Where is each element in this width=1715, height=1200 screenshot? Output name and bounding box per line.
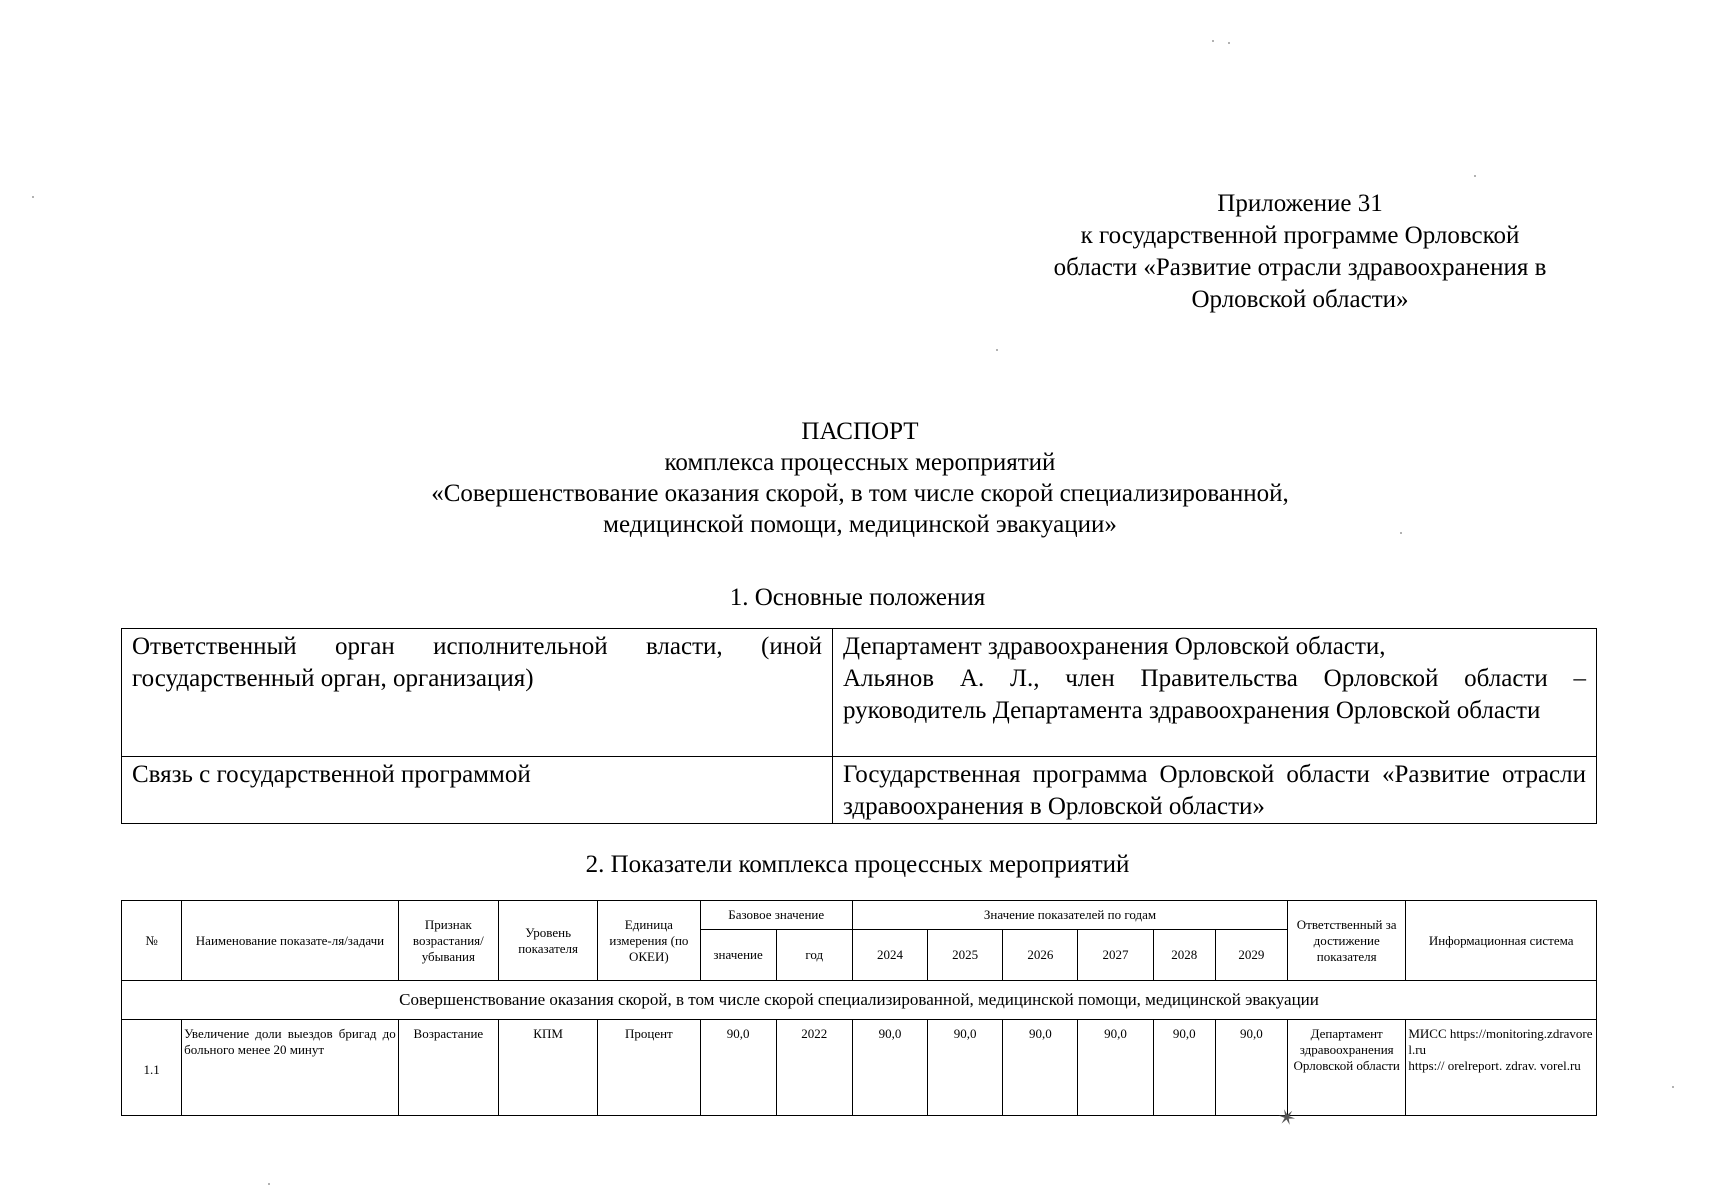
main-provisions-table: [121, 628, 1597, 824]
col-header-year: 2027: [1078, 930, 1153, 981]
cell-year-value: 90,0: [1003, 1020, 1078, 1116]
col-header-base-year: год: [776, 930, 852, 981]
row-value-line: Департамент здравоохранения Орловской области,: [843, 633, 1386, 660]
col-header-year: 2025: [928, 930, 1003, 981]
scan-speck: [1672, 1086, 1674, 1088]
col-header-num: №: [122, 901, 182, 981]
appendix-line: к государственной программе Орловской: [1080, 222, 1520, 249]
infosystem-line: МИСС https://monitoring.zdravorel.ru: [1408, 1026, 1593, 1057]
row-value: [833, 629, 1597, 757]
task-title: Совершенствование оказания скорой, в том числе скорой специализированной, медицинской помощи, медицинской эвакуации: [122, 981, 1597, 1020]
appendix-line: области «Развитие отрасли здравоохранения в: [1053, 254, 1547, 281]
table-row: [122, 1020, 1597, 1116]
col-header-base: Базовое значение: [700, 901, 852, 930]
cell-base-value: 90,0: [700, 1020, 776, 1116]
col-header-sign: Признак возрастания/ убывания: [398, 901, 498, 981]
cell-year-value: 90,0: [1215, 1020, 1287, 1116]
cell-num: 1.1: [122, 1020, 182, 1116]
passport-subtitle: «Совершенствование оказания скорой, в том числе скорой специализированной,: [431, 480, 1289, 507]
col-header-level: Уровень показателя: [498, 901, 597, 981]
table-row: [122, 629, 1597, 757]
col-header-by-years: Значение показателей по годам: [852, 901, 1287, 930]
passport-title-block: [290, 416, 1430, 540]
cell-year-value: 90,0: [928, 1020, 1003, 1116]
table-row: [122, 757, 1597, 824]
col-header-unit: Единица измерения (по ОКЕИ): [598, 901, 700, 981]
col-header-year: 2026: [1003, 930, 1078, 981]
col-header-name: Наименование показате-ля/задачи: [182, 901, 399, 981]
section-heading-indicators: 2. Показатели комплекса процессных мероприятий: [585, 851, 1130, 878]
section-heading-main: 1. Основные положения: [729, 584, 986, 611]
col-header-year: 2029: [1215, 930, 1287, 981]
scan-speck: [1474, 175, 1476, 177]
cell-year-value: 90,0: [1153, 1020, 1215, 1116]
cell-sign: Возрастание: [398, 1020, 498, 1116]
col-header-year: 2024: [852, 930, 927, 981]
ink-mark-icon: ✶: [1274, 1102, 1300, 1133]
cell-responsible: Департамент здравоохранения Орловской области: [1288, 1020, 1406, 1116]
appendix-line: Орловской области»: [1191, 286, 1409, 313]
scan-speck: [32, 196, 34, 198]
passport-title: ПАСПОРТ: [801, 418, 919, 445]
col-header-year: 2028: [1153, 930, 1215, 981]
cell-year-value: 90,0: [852, 1020, 927, 1116]
indicators-table: [121, 900, 1597, 1116]
scan-speck: [1228, 42, 1230, 44]
col-header-infosystem: Информационная система: [1406, 901, 1597, 981]
col-header-responsible: Ответственный за достижение показателя: [1288, 901, 1406, 981]
cell-unit: Процент: [598, 1020, 700, 1116]
task-row: [122, 981, 1597, 1020]
header-row: [122, 901, 1597, 930]
appendix-note: [1000, 188, 1600, 316]
passport-subtitle: медицинской помощи, медицинской эвакуации»: [603, 511, 1117, 538]
scan-speck: [268, 1183, 270, 1185]
passport-subtitle: комплекса процессных мероприятий: [664, 449, 1056, 476]
row-label: Ответственный орган исполнительной власти, (иной государственный орган, организация): [122, 629, 833, 757]
cell-name: Увеличение доли выездов бригад до больного менее 20 минут: [182, 1020, 399, 1116]
row-value-line: Альянов А. Л., член Правительства Орловской области – руководитель Департамента здравоохранения Орловской области: [843, 665, 1586, 724]
col-header-base-value: значение: [700, 930, 776, 981]
infosystem-line: https:// orelreport. zdrav. vorel.ru: [1408, 1058, 1581, 1073]
appendix-line: Приложение 31: [1217, 190, 1383, 217]
scan-speck: [996, 349, 998, 351]
cell-base-year: 2022: [776, 1020, 852, 1116]
cell-infosystem: [1406, 1020, 1597, 1116]
scan-speck: [1212, 40, 1214, 42]
cell-year-value: 90,0: [1078, 1020, 1153, 1116]
row-label: Связь с государственной программой: [122, 757, 833, 824]
row-value: Государственная программа Орловской области «Развитие отрасли здравоохранения в Орловской области»: [833, 757, 1597, 824]
cell-level: КПМ: [498, 1020, 597, 1116]
